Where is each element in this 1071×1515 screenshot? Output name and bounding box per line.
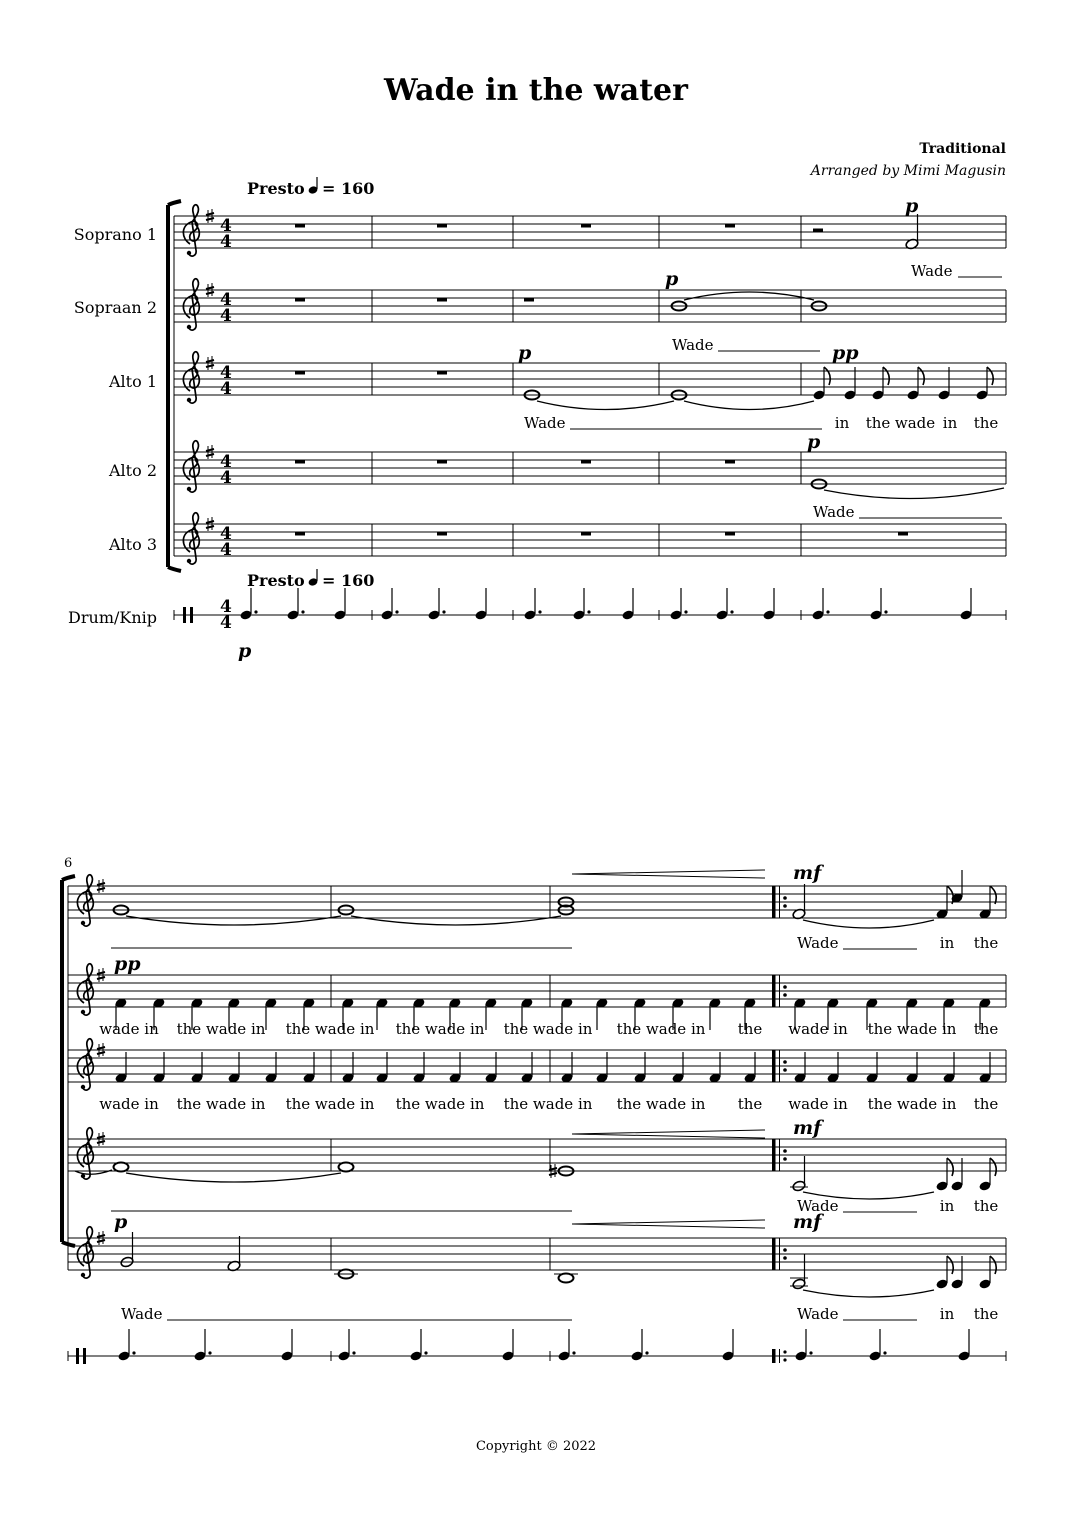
lyric: the wade in — [176, 1020, 266, 1038]
half-rest — [813, 229, 823, 233]
whole-rest — [437, 298, 447, 302]
staff-sopraan2 — [174, 290, 1006, 322]
repeat-barline — [772, 886, 787, 1363]
lyric: the — [973, 1305, 999, 1323]
lyric: the — [737, 1095, 763, 1113]
whole-rest — [725, 532, 735, 536]
dynamic-mark: pp — [832, 342, 859, 364]
quarter-note — [937, 367, 950, 401]
whole-note — [339, 1163, 354, 1172]
time-sig-upper: 4 — [220, 452, 232, 472]
staff-alto3 — [68, 1238, 1006, 1270]
lyric: the wade in — [867, 1020, 957, 1038]
tie — [126, 916, 341, 925]
time-signature — [220, 216, 232, 633]
staff-alto3 — [174, 524, 1006, 556]
crescendo-hairpin — [572, 1220, 765, 1228]
tie — [824, 488, 1004, 499]
lyric: the wade in — [616, 1020, 706, 1038]
time-sig-lower: 4 — [220, 232, 232, 252]
staff-sopraan2 — [68, 975, 1006, 1007]
lyric: the — [973, 934, 999, 952]
eighth-note-group — [114, 1052, 991, 1084]
quarter-note — [843, 367, 856, 401]
quarter-note — [950, 870, 963, 904]
tie — [803, 920, 934, 928]
lyric: in — [939, 1305, 955, 1323]
tie — [537, 401, 674, 410]
lyric: wade in — [99, 1020, 159, 1038]
tempo-text: Presto — [247, 179, 305, 198]
whole-rest — [437, 532, 447, 536]
eighth-note — [978, 886, 996, 920]
instrument-name: Alto 2 — [109, 461, 157, 480]
whole-rest — [581, 224, 591, 228]
lyric: the wade in — [503, 1095, 593, 1113]
tempo-marking-drum — [247, 569, 374, 590]
tie — [684, 401, 814, 410]
whole-rest — [581, 460, 591, 464]
instrument-name: Drum/Knip — [68, 608, 157, 627]
half-note — [120, 1232, 134, 1268]
staff-alto2 — [68, 1139, 1006, 1171]
lyric: Wade — [797, 1305, 839, 1323]
whole-rest — [295, 371, 305, 375]
lyric: Wade — [524, 414, 566, 432]
time-sig-upper: 4 — [220, 363, 232, 383]
lyric: the — [973, 1095, 999, 1113]
time-sig-upper: 4 — [220, 216, 232, 236]
eighth-note — [935, 886, 953, 920]
lyric: the wade in — [395, 1020, 485, 1038]
drum-rhythm — [117, 1329, 970, 1362]
tempo-marking-top — [247, 177, 374, 198]
dynamic-mark: p — [807, 431, 821, 453]
whole-rest — [898, 532, 908, 536]
whole-rest — [725, 460, 735, 464]
eighth-note — [978, 1256, 996, 1290]
dynamic-mark: p — [665, 268, 679, 290]
whole-rest — [295, 532, 305, 536]
crescendo-hairpin — [572, 1130, 765, 1138]
lyric: the — [737, 1020, 763, 1038]
staff-alto2 — [174, 452, 1006, 484]
lyric: Wade — [813, 503, 855, 521]
system-2 — [62, 856, 1006, 1364]
lyric: the wade in — [285, 1020, 375, 1038]
whole-note — [334, 1270, 358, 1279]
lyric: in — [834, 414, 850, 432]
lyric: Wade — [672, 336, 714, 354]
lyric: wade in — [788, 1095, 848, 1113]
lyric: in — [939, 1197, 955, 1215]
lyric: wade — [894, 414, 936, 432]
time-sig-upper: 4 — [220, 597, 232, 617]
whole-rest — [295, 224, 305, 228]
time-sig-upper: 4 — [220, 524, 232, 544]
whole-rest — [437, 224, 447, 228]
eighth-note — [935, 1256, 953, 1290]
staff-alto1 — [68, 1050, 1006, 1082]
lyric: Wade — [121, 1305, 163, 1323]
dynamic-mark: pp — [114, 953, 141, 975]
tempo-bpm: = 160 — [322, 179, 375, 198]
title: Wade in the water — [384, 73, 688, 108]
instrument-name: Soprano 1 — [73, 225, 157, 244]
lyric: Wade — [797, 934, 839, 952]
lyrics-row — [99, 1020, 998, 1038]
whole-rest — [581, 532, 591, 536]
lyrics-row — [99, 1095, 998, 1113]
dynamic-mark: mf — [793, 1117, 822, 1139]
lyric: Wade — [797, 1197, 839, 1215]
arranger: Arranged by Mimi Magusin — [810, 163, 1006, 179]
lyric: the wade in — [285, 1095, 375, 1113]
lyric: the wade in — [503, 1020, 593, 1038]
tie — [684, 292, 814, 300]
whole-rest — [295, 298, 305, 302]
measure-number: 6 — [64, 856, 73, 871]
lyric: in — [942, 414, 958, 432]
system-1 — [168, 195, 1006, 662]
whole-note — [114, 1163, 129, 1172]
staff-alto1 — [174, 363, 1006, 395]
composer: Traditional — [919, 141, 1006, 157]
whole-rest — [437, 371, 447, 375]
lyric: the — [973, 1197, 999, 1215]
instrument-name: Alto 1 — [109, 372, 157, 391]
lyric: the wade in — [867, 1095, 957, 1113]
time-sig-lower: 4 — [220, 306, 232, 326]
dynamic-mark: p — [518, 342, 532, 364]
whole-rest — [437, 460, 447, 464]
whole-rest — [524, 298, 534, 302]
tempo-text: Presto — [247, 571, 305, 590]
dynamic-mark: mf — [793, 1211, 822, 1233]
staff-soprano1 — [174, 216, 1006, 248]
staff-soprano1 — [68, 886, 1006, 918]
dynamic-mark: p — [114, 1211, 128, 1233]
eighth-note — [871, 367, 889, 401]
tie — [803, 1290, 934, 1297]
eighth-note — [812, 367, 830, 401]
eighth-note — [975, 367, 993, 401]
instrument-name: Alto 3 — [109, 535, 157, 554]
half-note — [790, 1254, 808, 1290]
crescendo-hairpin — [572, 870, 765, 878]
tempo-bpm: = 160 — [322, 571, 375, 590]
lyric: the wade in — [395, 1095, 485, 1113]
tie — [126, 1173, 341, 1182]
lyric: the wade in — [616, 1095, 706, 1113]
barlines — [68, 886, 1006, 1361]
instrument-name: Sopraan 2 — [73, 298, 157, 317]
lyric: Wade — [911, 262, 953, 280]
whole-note — [554, 1274, 578, 1283]
copyright: Copyright © 2022 — [475, 1439, 597, 1454]
drum-rhythm — [239, 588, 972, 621]
lyric: the — [973, 1020, 999, 1038]
eighth-note — [906, 367, 924, 401]
whole-rest — [725, 224, 735, 228]
lyric: the — [973, 414, 999, 432]
time-sig-lower: 4 — [220, 540, 232, 560]
tie — [351, 916, 561, 925]
lyric: in — [939, 934, 955, 952]
time-sig-upper: 4 — [220, 290, 232, 310]
dynamic-mark: p — [238, 640, 252, 662]
dynamic-mark: p — [905, 195, 919, 217]
half-note — [790, 1156, 808, 1192]
lyric: wade in — [99, 1095, 159, 1113]
dynamic-mark: mf — [793, 862, 822, 884]
lyric: wade in — [788, 1020, 848, 1038]
whole-rest — [295, 460, 305, 464]
lyric: the — [865, 414, 891, 432]
whole-note — [559, 898, 574, 915]
time-sig-lower: 4 — [220, 613, 232, 633]
time-sig-lower: 4 — [220, 468, 232, 488]
lyric: the wade in — [176, 1095, 266, 1113]
time-sig-lower: 4 — [220, 379, 232, 399]
